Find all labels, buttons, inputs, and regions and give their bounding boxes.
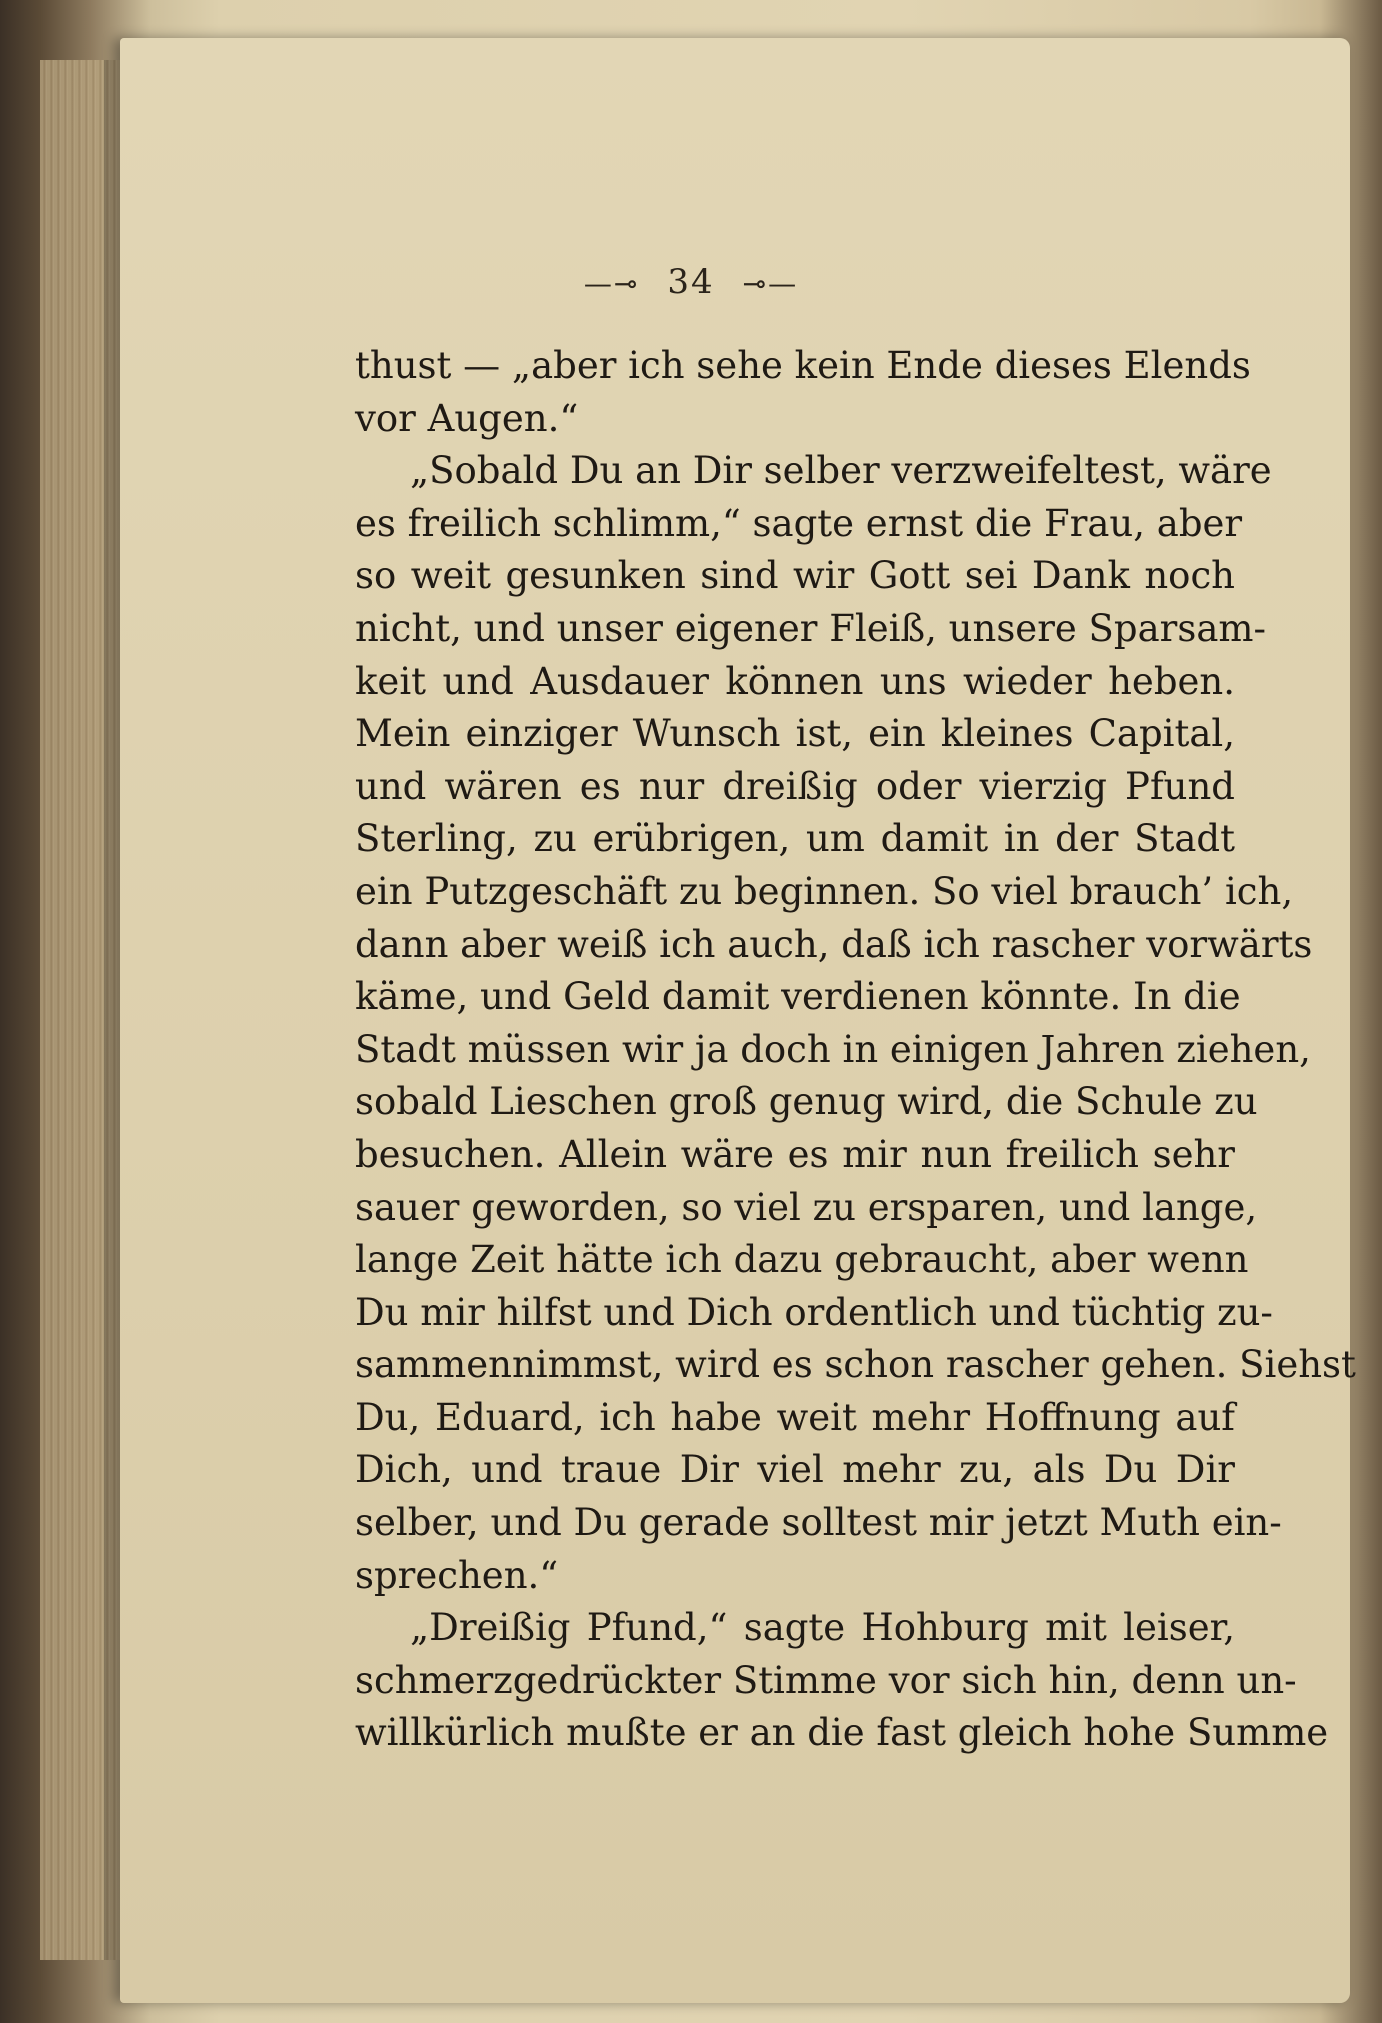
text-line: dann aber weiß ich auch, daß ich rascher vorwärts [355,922,1313,966]
text-line: besuchen. Allein wäre es mir nun freilich sehr [355,1132,1235,1176]
text-line: Mein einziger Wunsch ist, ein kleines Capital, [355,712,1235,756]
text-line: Sterling, zu erübrigen, um damit in der Stadt [355,817,1235,861]
text-line: sauer geworden, so viel zu ersparen, und lange, [355,1185,1258,1229]
body-text [355,340,1356,1760]
text-line: Stadt müssen wir ja doch in einigen Jahren ziehen, [355,1027,1311,1071]
text-line: lange Zeit hätte ich dazu gebraucht, aber wenn [355,1238,1249,1282]
page-number: 34 [667,262,715,302]
text-line: nicht, und unser eigener Fleiß, unsere Sparsam- [355,606,1266,650]
text-line: es freilich schlimm,“ sagte ernst die Frau, aber [355,501,1243,545]
text-line: schmerzgedrückter Stimme vor sich hin, denn un- [355,1658,1297,1702]
text-line: sammennimmst, wird es schon rascher gehen. Siehst [355,1343,1356,1387]
text-line: selber, und Du gerade solltest mir jetzt Muth ein- [355,1501,1282,1545]
text-line: willkürlich mußte er an die fast gleich hohe Summe [355,1711,1329,1755]
text-line: so weit gesunken sind wir Gott sei Dank noch [355,554,1235,598]
page-gutter-shadow [104,60,120,1960]
text-line: keit und Ausdauer können uns wieder heben. [355,659,1235,703]
text-line: sobald Lieschen groß genug wird, die Schule zu [355,1080,1258,1124]
header-ornament-left-icon: —⊸ [583,267,640,300]
text-line: Du mir hilfst und Dich ordentlich und tüchtig zu- [355,1290,1273,1334]
text-line: „Sobald Du an Dir selber verzweifeltest, wäre [410,449,1272,493]
text-line: Dich, und traue Dir viel mehr zu, als Du Dir [355,1448,1235,1492]
text-line: ein Putzgeschäft zu beginnen. So viel brauch’ ich, [355,869,1294,913]
text-line: vor Augen.“ [355,396,579,440]
text-line: thust — „aber ich sehe kein Ende dieses Elends [355,344,1251,387]
text-line: und wären es nur dreißig oder vierzig Pfund [355,764,1235,808]
page-header [0,262,1382,302]
header-ornament-right-icon: ⊸— [742,267,799,300]
text-line: Du, Eduard, ich habe weit mehr Hoffnung auf [355,1395,1235,1439]
text-line: käme, und Geld damit verdienen könnte. In die [355,975,1241,1019]
text-line: „Dreißig Pfund,“ sagte Hohburg mit leiser, [410,1606,1235,1650]
text-line: sprechen.“ [355,1553,559,1597]
